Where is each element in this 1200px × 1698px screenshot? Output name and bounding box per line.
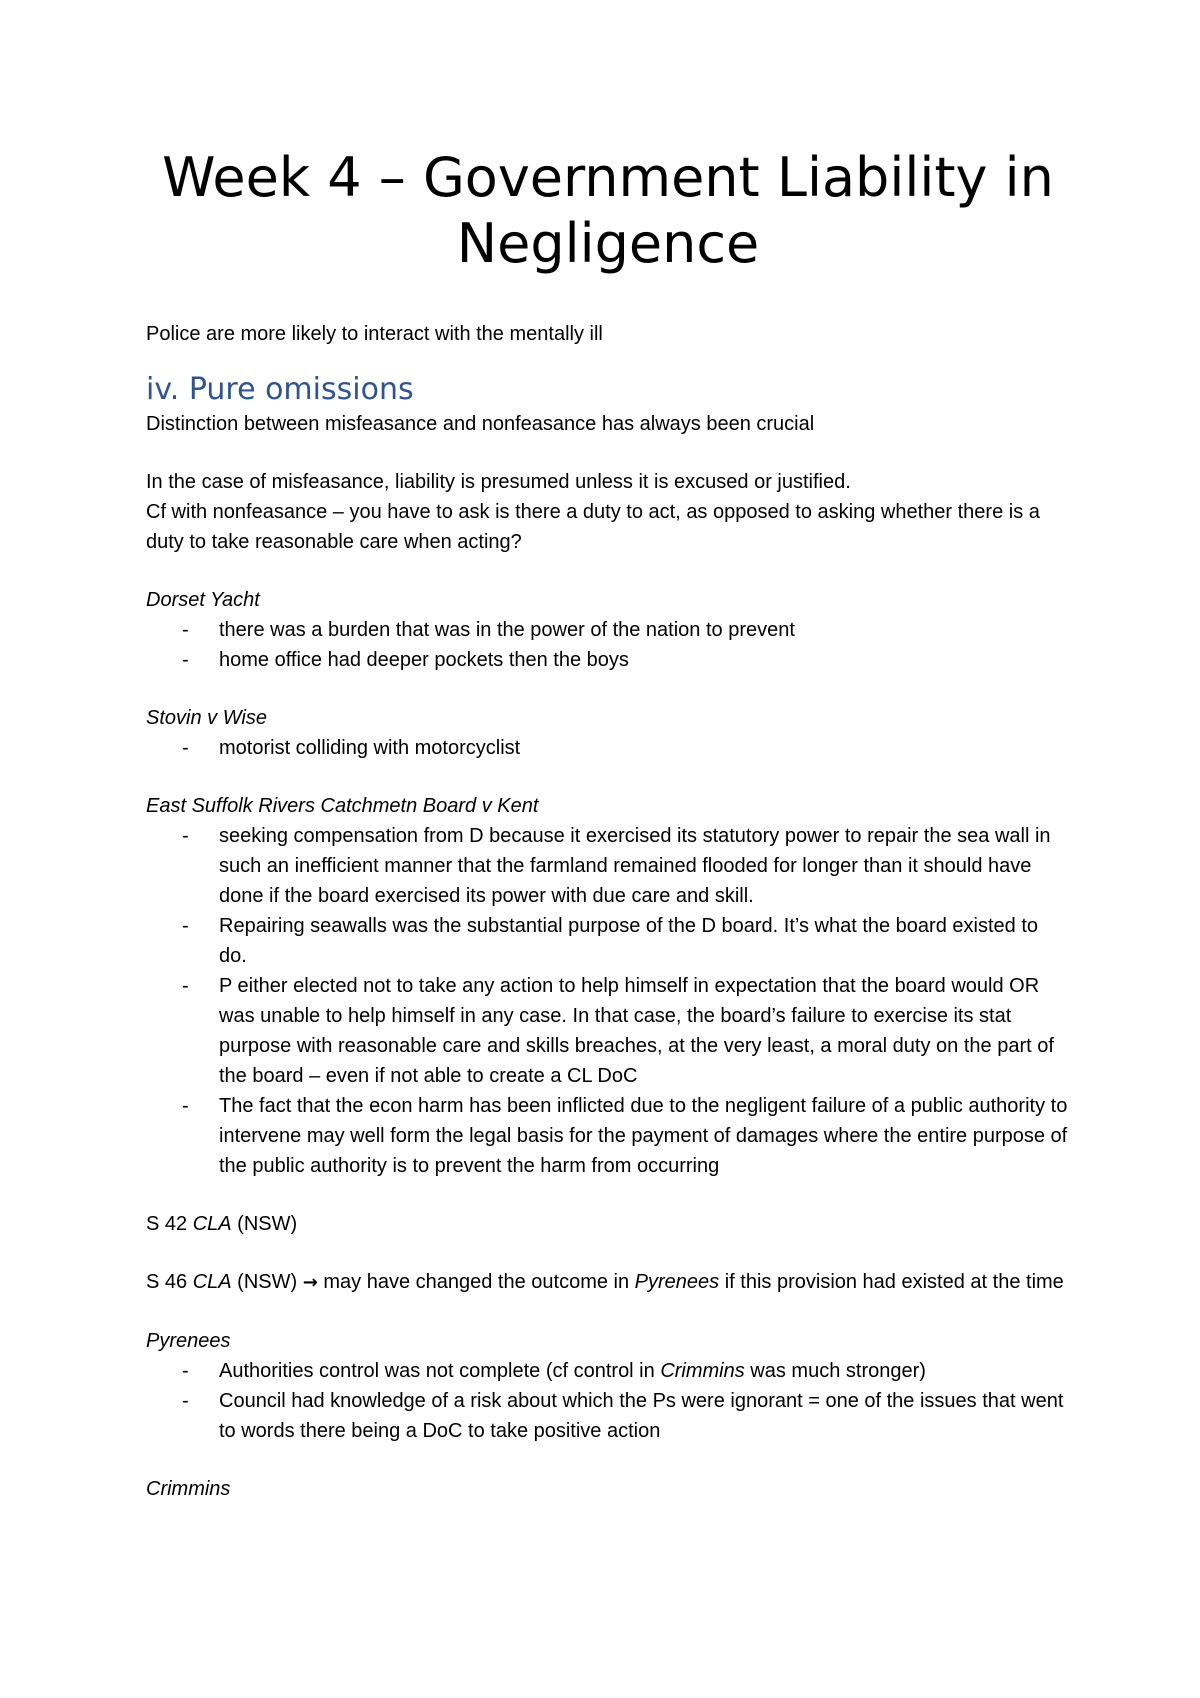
dash-bullet: - <box>182 649 189 671</box>
misfeasance-text: In the case of misfeasance, liability is presumed unless it is excused or justified. <box>146 471 851 493</box>
act-name: CLA <box>192 1213 232 1235</box>
nonfeasance-text: Cf with nonfeasance – you have to ask is there a duty to act, as opposed to asking whether there is a duty to take reasonable care when acting? <box>146 501 1040 553</box>
case-heading-crimmins: Crimmins <box>146 1478 231 1500</box>
east-suffolk-list <box>146 821 1070 1181</box>
dash-bullet: - <box>182 1390 189 1412</box>
list-item: - there was a burden that was in the power of the nation to prevent <box>146 615 1070 645</box>
list-item: - seeking compensation from D because it exercised its statutory power to repair the sea wall in such an inefficient manner that the farmland remained flooded for longer than it should have done if the board exercised its power with due care and skill. <box>146 821 1070 911</box>
list-item: - Council had knowledge of a risk about which the Ps were ignorant = one of the issues that went to words there being a DoC to take positive action <box>146 1386 1070 1446</box>
dash-bullet: - <box>182 1095 189 1117</box>
act-name: CLA <box>192 1271 232 1293</box>
section-46-text: S 46 CLA (NSW) → may have changed the outcome in Pyrenees if this provision had existed at the time <box>146 1271 1064 1293</box>
dash-bullet: - <box>182 737 189 759</box>
list-item: - home office had deeper pockets then the boys <box>146 645 1070 675</box>
section-heading: iv. Pure omissions <box>146 372 414 407</box>
list-item: - The fact that the econ harm has been inflicted due to the negligent failure of a public authority to intervene may well form the legal basis for the payment of damages where the entire purpose of the public authority is to prevent the harm from occurring <box>146 1091 1070 1181</box>
dash-bullet: - <box>182 915 189 937</box>
right-arrow-icon: → <box>302 1272 318 1293</box>
page-title: Week 4 – Government Liability in Negligence <box>162 146 1054 275</box>
dash-bullet: - <box>182 825 189 847</box>
list-item: - Authorities control was not complete (cf control in Crimmins was much stronger) <box>146 1356 1070 1386</box>
section-42-text: S 42 CLA (NSW) <box>146 1213 298 1235</box>
stovin-list <box>146 733 1070 763</box>
dash-bullet: - <box>182 1360 189 1382</box>
case-reference: Crimmins <box>660 1360 745 1382</box>
pyrenees-list <box>146 1356 1070 1446</box>
case-heading-east-suffolk: East Suffolk Rivers Catchmetn Board v Kent <box>146 795 539 817</box>
list-item: - Repairing seawalls was the substantial purpose of the D board. It’s what the board existed to do. <box>146 911 1070 971</box>
case-heading-dorset-yacht: Dorset Yacht <box>146 589 260 611</box>
dash-bullet: - <box>182 975 189 997</box>
case-heading-pyrenees: Pyrenees <box>146 1330 231 1352</box>
list-item: - motorist colliding with motorcyclist <box>146 733 1070 763</box>
dorset-yacht-list <box>146 615 1070 675</box>
intro-text: Police are more likely to interact with the mentally ill <box>146 323 603 345</box>
case-heading-stovin-v-wise: Stovin v Wise <box>146 707 267 729</box>
list-item: - P either elected not to take any action to help himself in expectation that the board would OR was unable to help himself in any case. In that case, the board’s failure to exercise its stat purpose with reasonable care and skills breaches, at the very least, a moral duty on the part of the board – even if not able to create a CL DoC <box>146 971 1070 1091</box>
case-reference: Pyrenees <box>634 1271 720 1293</box>
dash-bullet: - <box>182 619 189 641</box>
distinction-text: Distinction between misfeasance and nonfeasance has always been crucial <box>146 413 815 435</box>
